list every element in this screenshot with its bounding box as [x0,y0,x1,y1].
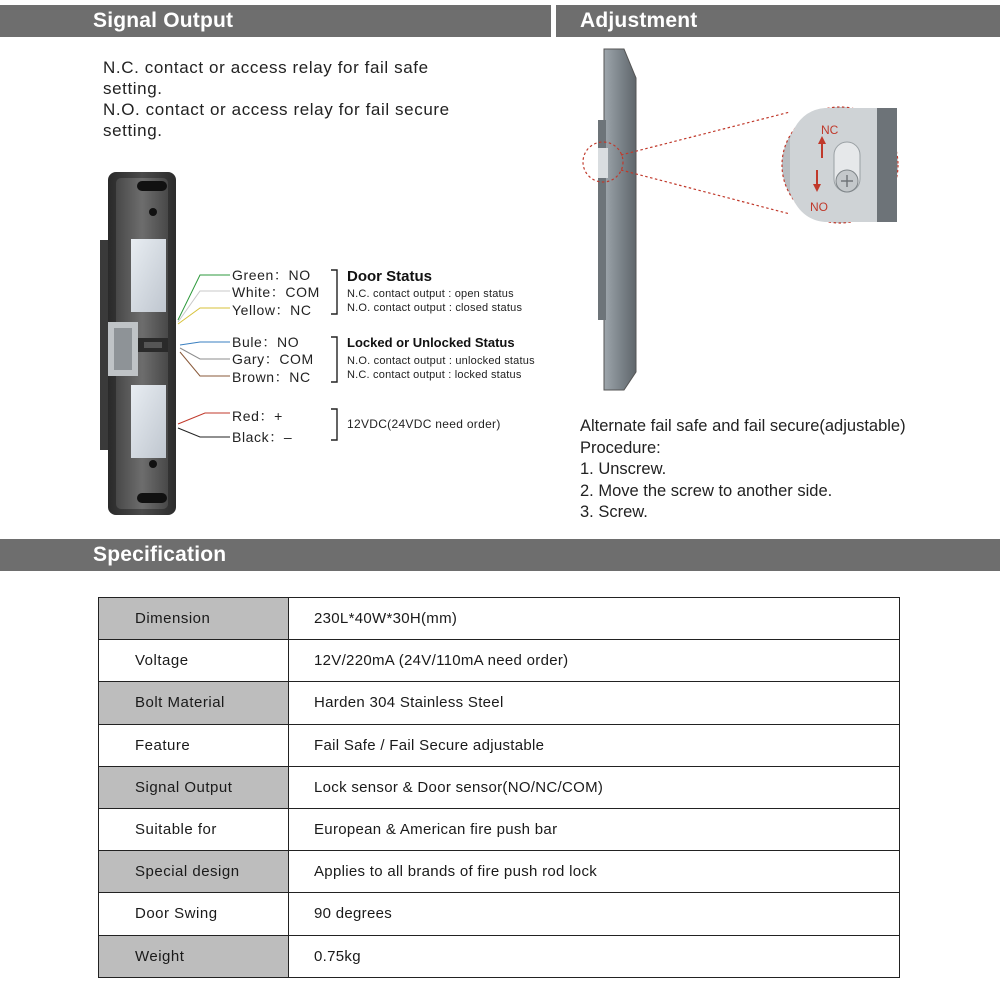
door-status-line: N.C. contact output : open status [347,288,514,300]
door-status-title: Door Status [347,268,433,285]
table-row [99,598,900,640]
signal-output-title: Signal Output [93,9,234,32]
spec-key: Dimension [99,598,289,640]
spec-value: Applies to all brands of fire push rod lock [289,851,900,893]
spec-key: Voltage [99,640,289,682]
spec-value: 12V/220mA (24V/110mA need order) [289,640,900,682]
spec-value: Fail Safe / Fail Secure adjustable [289,724,900,766]
procedure-line: Alternate fail safe and fail secure(adjustable) [580,417,906,435]
nc-label: NC [821,123,839,137]
lock-side-view [583,49,790,390]
spec-key: Feature [99,724,289,766]
table-row [99,766,900,808]
lock-status-line: N.C. contact output : locked status [347,369,522,381]
specification-table [98,597,900,978]
table-row [99,893,900,935]
spec-value: 230L*40W*30H(mm) [289,598,900,640]
spec-key: Special design [99,851,289,893]
electric-strike-image [100,172,176,515]
spec-value: Lock sensor & Door sensor(NO/NC/COM) [289,766,900,808]
lock-status-title: Locked or Unlocked Status [347,335,515,350]
intro-line: setting. [103,79,163,98]
wire-label-gray: Gary：COM [232,351,314,367]
table-row [99,935,900,977]
spec-key: Door Swing [99,893,289,935]
adjustment-title: Adjustment [580,9,698,32]
wire-label-green: Green：NO [232,267,311,283]
spec-key: Signal Output [99,766,289,808]
wire-label-white: White：COM [232,284,320,300]
wire-label-brown: Brown：NC [232,369,311,385]
spec-value: 0.75kg [289,935,900,977]
spec-value: 90 degrees [289,893,900,935]
door-status-line: N.O. contact output : closed status [347,302,523,314]
procedure-line: 3. Screw. [580,503,648,521]
wire-label-blue: Bule：NO [232,334,300,350]
wire-label-red: Red：+ [232,408,283,424]
procedure-line: 2. Move the screw to another side. [580,481,833,500]
wire-label-black: Black：– [232,429,293,445]
spec-key: Bolt Material [99,682,289,724]
intro-line: setting. [103,121,163,140]
spec-key: Suitable for [99,808,289,850]
specification-title: Specification [93,543,227,566]
table-row [99,724,900,766]
spec-value: European & American fire push bar [289,808,900,850]
intro-line: N.C. contact or access relay for fail safe [103,58,429,77]
adjustment-procedure [580,416,906,524]
no-label: NO [810,200,828,214]
screw-callout [782,107,898,223]
table-row [99,640,900,682]
table-row [99,808,900,850]
lock-status-line: N.O. contact output : unlocked status [347,355,535,367]
procedure-line: Procedure: [580,438,661,457]
wire-label-yellow: Yellow：NC [232,302,312,318]
power-note: 12VDC(24VDC need order) [347,417,501,431]
table-row [99,851,900,893]
spec-value: Harden 304 Stainless Steel [289,682,900,724]
brackets [331,270,337,440]
intro-line: N.O. contact or access relay for fail secure [103,100,450,119]
wires [178,275,230,437]
table-row [99,682,900,724]
spec-key: Weight [99,935,289,977]
procedure-line: 1. Unscrew. [580,460,667,478]
